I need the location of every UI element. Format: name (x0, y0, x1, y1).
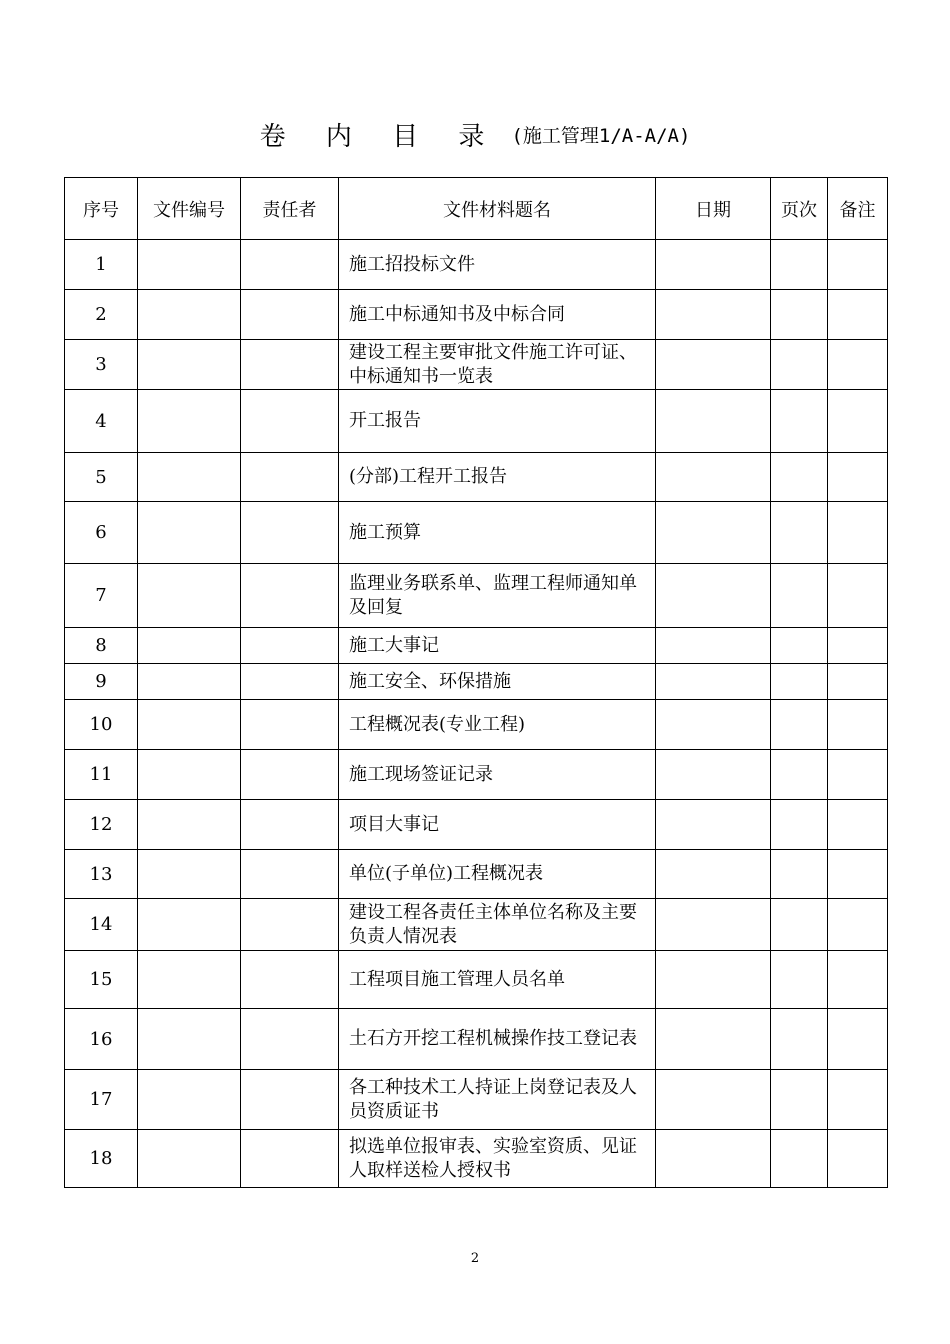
file-number-cell (138, 850, 241, 899)
file-number-cell (138, 700, 241, 750)
header-file-number: 文件编号 (138, 178, 241, 240)
serial-cell: 5 (65, 453, 138, 502)
remarks-cell (828, 240, 888, 290)
remarks-cell (828, 564, 888, 628)
date-cell (656, 290, 771, 340)
responsible-cell (241, 664, 339, 700)
pages-cell (771, 800, 828, 850)
responsible-cell (241, 800, 339, 850)
remarks-cell (828, 800, 888, 850)
document-title-cell: 工程项目施工管理人员名单 (339, 951, 656, 1009)
header-pages: 页次 (771, 178, 828, 240)
table-row (65, 1009, 888, 1070)
date-cell (656, 453, 771, 502)
remarks-cell (828, 700, 888, 750)
serial-cell: 6 (65, 502, 138, 564)
table-row (65, 290, 888, 340)
pages-cell (771, 899, 828, 951)
serial-cell: 7 (65, 564, 138, 628)
document-title-cell: 开工报告 (339, 390, 656, 453)
header-serial: 序号 (65, 178, 138, 240)
pages-cell (771, 1130, 828, 1188)
pages-cell (771, 502, 828, 564)
remarks-cell (828, 502, 888, 564)
header-date: 日期 (656, 178, 771, 240)
date-cell (656, 628, 771, 664)
remarks-cell (828, 664, 888, 700)
header-document-title: 文件材料题名 (339, 178, 656, 240)
table-row (65, 899, 888, 951)
table-row (65, 453, 888, 502)
date-cell (656, 1130, 771, 1188)
pages-cell (771, 750, 828, 800)
date-cell (656, 800, 771, 850)
remarks-cell (828, 951, 888, 1009)
serial-cell: 3 (65, 340, 138, 390)
file-number-cell (138, 502, 241, 564)
pages-cell (771, 700, 828, 750)
file-number-cell (138, 800, 241, 850)
file-number-cell (138, 750, 241, 800)
responsible-cell (241, 951, 339, 1009)
pages-cell (771, 290, 828, 340)
serial-cell: 8 (65, 628, 138, 664)
date-cell (656, 899, 771, 951)
document-title-cell: 建设工程各责任主体单位名称及主要负责人情况表 (339, 899, 656, 951)
table-row (65, 951, 888, 1009)
pages-cell (771, 1070, 828, 1130)
date-cell (656, 240, 771, 290)
remarks-cell (828, 628, 888, 664)
file-number-cell (138, 1009, 241, 1070)
pages-cell (771, 951, 828, 1009)
document-title-cell: (分部)工程开工报告 (339, 453, 656, 502)
document-title-cell: 土石方开挖工程机械操作技工登记表 (339, 1009, 656, 1070)
file-number-cell (138, 453, 241, 502)
catalog-subtitle: (施工管理1/A-A/A) (511, 125, 691, 147)
serial-cell: 14 (65, 899, 138, 951)
remarks-cell (828, 390, 888, 453)
responsible-cell (241, 453, 339, 502)
document-title-cell: 施工现场签证记录 (339, 750, 656, 800)
remarks-cell (828, 453, 888, 502)
serial-cell: 9 (65, 664, 138, 700)
remarks-cell (828, 340, 888, 390)
document-title-cell: 项目大事记 (339, 800, 656, 850)
date-cell (656, 664, 771, 700)
date-cell (656, 390, 771, 453)
pages-cell (771, 664, 828, 700)
catalog-table (64, 177, 888, 1188)
document-title-cell: 单位(子单位)工程概况表 (339, 850, 656, 899)
serial-cell: 16 (65, 1009, 138, 1070)
date-cell (656, 1070, 771, 1130)
date-cell (656, 340, 771, 390)
pages-cell (771, 390, 828, 453)
table-row (65, 700, 888, 750)
file-number-cell (138, 390, 241, 453)
page-number: 2 (470, 1251, 480, 1266)
table-row (65, 750, 888, 800)
responsible-cell (241, 1130, 339, 1188)
document-title-cell: 各工种技术工人持证上岗登记表及人员资质证书 (339, 1070, 656, 1130)
remarks-cell (828, 1130, 888, 1188)
document-title-cell: 施工预算 (339, 502, 656, 564)
date-cell (656, 750, 771, 800)
header-remarks: 备注 (828, 178, 888, 240)
page-title (0, 116, 950, 153)
date-cell (656, 1009, 771, 1070)
document-title-cell: 工程概况表(专业工程) (339, 700, 656, 750)
pages-cell (771, 453, 828, 502)
document-title-cell: 施工招投标文件 (339, 240, 656, 290)
pages-cell (771, 850, 828, 899)
catalog-title: 卷 内 目 录 (259, 122, 501, 152)
file-number-cell (138, 290, 241, 340)
table-row (65, 1070, 888, 1130)
document-title-cell: 拟选单位报审表、实验室资质、见证人取样送检人授权书 (339, 1130, 656, 1188)
remarks-cell (828, 750, 888, 800)
date-cell (656, 502, 771, 564)
file-number-cell (138, 628, 241, 664)
document-title-cell: 监理业务联系单、监理工程师通知单及回复 (339, 564, 656, 628)
document-title-cell: 施工大事记 (339, 628, 656, 664)
remarks-cell (828, 899, 888, 951)
responsible-cell (241, 899, 339, 951)
table-row (65, 850, 888, 899)
table-row (65, 664, 888, 700)
document-title-cell: 施工安全、环保措施 (339, 664, 656, 700)
table-row (65, 340, 888, 390)
responsible-cell (241, 750, 339, 800)
file-number-cell (138, 664, 241, 700)
pages-cell (771, 240, 828, 290)
table-row (65, 502, 888, 564)
pages-cell (771, 1009, 828, 1070)
serial-cell: 1 (65, 240, 138, 290)
serial-cell: 12 (65, 800, 138, 850)
responsible-cell (241, 564, 339, 628)
table-row (65, 800, 888, 850)
pages-cell (771, 564, 828, 628)
date-cell (656, 951, 771, 1009)
file-number-cell (138, 1070, 241, 1130)
responsible-cell (241, 628, 339, 664)
responsible-cell (241, 700, 339, 750)
date-cell (656, 564, 771, 628)
file-number-cell (138, 951, 241, 1009)
serial-cell: 13 (65, 850, 138, 899)
table-header-row (65, 178, 888, 240)
responsible-cell (241, 1009, 339, 1070)
table-row (65, 564, 888, 628)
table-row (65, 240, 888, 290)
document-title-cell: 建设工程主要审批文件施工许可证、中标通知书一览表 (339, 340, 656, 390)
table-row (65, 1130, 888, 1188)
serial-cell: 2 (65, 290, 138, 340)
file-number-cell (138, 340, 241, 390)
file-number-cell (138, 240, 241, 290)
header-responsible: 责任者 (241, 178, 339, 240)
serial-cell: 18 (65, 1130, 138, 1188)
responsible-cell (241, 1070, 339, 1130)
responsible-cell (241, 340, 339, 390)
remarks-cell (828, 290, 888, 340)
responsible-cell (241, 240, 339, 290)
remarks-cell (828, 850, 888, 899)
pages-cell (771, 340, 828, 390)
file-number-cell (138, 564, 241, 628)
file-number-cell (138, 899, 241, 951)
date-cell (656, 700, 771, 750)
document-title-cell: 施工中标通知书及中标合同 (339, 290, 656, 340)
serial-cell: 17 (65, 1070, 138, 1130)
pages-cell (771, 628, 828, 664)
serial-cell: 10 (65, 700, 138, 750)
responsible-cell (241, 850, 339, 899)
responsible-cell (241, 390, 339, 453)
file-number-cell (138, 1130, 241, 1188)
responsible-cell (241, 290, 339, 340)
responsible-cell (241, 502, 339, 564)
table-row (65, 390, 888, 453)
serial-cell: 4 (65, 390, 138, 453)
serial-cell: 15 (65, 951, 138, 1009)
serial-cell: 11 (65, 750, 138, 800)
remarks-cell (828, 1070, 888, 1130)
table-row (65, 628, 888, 664)
date-cell (656, 850, 771, 899)
remarks-cell (828, 1009, 888, 1070)
